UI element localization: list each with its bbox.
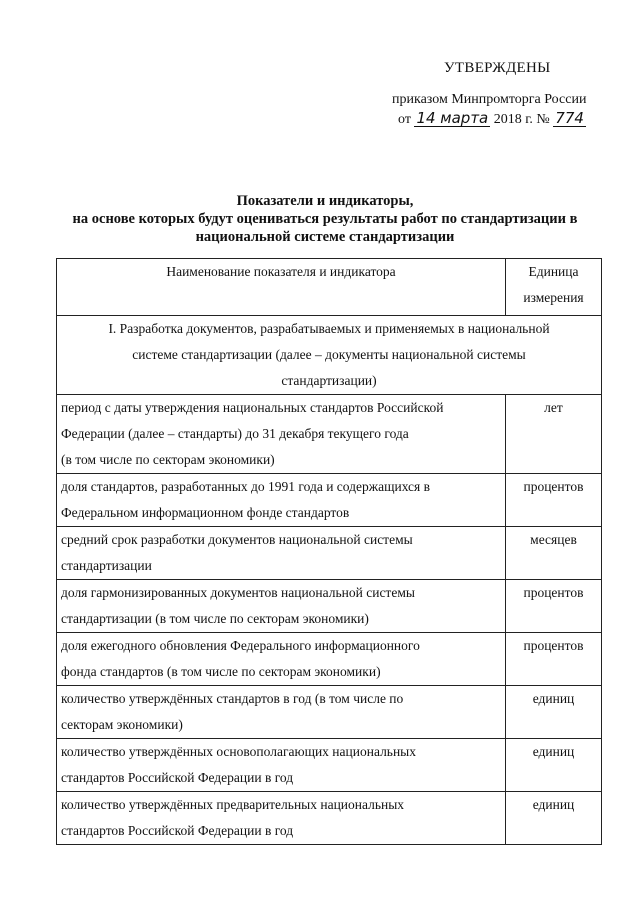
indicator-name-line: количество утверждённых стандартов в год (в том числе по (61, 691, 404, 706)
indicator-name-line: фонда стандартов (в том числе по секторам экономики) (61, 664, 381, 679)
indicator-unit-cell: процентов (506, 580, 602, 633)
indicator-name-cell (57, 474, 506, 527)
table-row (57, 792, 602, 845)
indicator-name-line: стандартизации (61, 558, 152, 573)
indicator-unit-cell: единиц (506, 686, 602, 739)
indicator-name-line: Федеральном информационном фонде стандартов (61, 505, 350, 520)
indicator-unit-cell: единиц (506, 792, 602, 845)
header-unit-label-2: измерения (523, 290, 584, 305)
order-line: приказом Минпромторга России (392, 92, 587, 107)
indicator-name-line: доля ежегодного обновления Федерального информационного (61, 638, 420, 653)
indicator-name-line: стандартов Российской Федерации в год (61, 770, 294, 785)
indicator-name-line: доля стандартов, разработанных до 1991 года и содержащихся в (61, 479, 431, 494)
table-row (57, 686, 602, 739)
table-row (57, 474, 602, 527)
indicator-name-cell (57, 527, 506, 580)
handwritten-order-number: 774 (555, 109, 584, 127)
section-title-line-3: стандартизации) (281, 373, 377, 388)
table-row (57, 527, 602, 580)
header-unit-cell (506, 259, 602, 316)
indicator-name-line: стандартов Российской Федерации в год (61, 823, 294, 838)
indicator-name-line: доля гармонизированных документов национальной системы (61, 585, 415, 600)
indicator-name-cell (57, 739, 506, 792)
table-header-row (57, 259, 602, 316)
indicator-name-line: секторам экономики) (61, 717, 183, 732)
indicator-name-line: количество утверждённых основополагающих национальных (61, 744, 417, 759)
year-number-label: 2018 г. № (493, 112, 550, 127)
header-name-cell (57, 259, 506, 316)
order-date-line (398, 110, 586, 128)
document-title (40, 192, 610, 246)
indicator-name-cell (57, 580, 506, 633)
indicator-name-cell (57, 792, 506, 845)
indicator-name-line: Федерации (далее – стандарты) до 31 декабря текущего года (61, 426, 409, 441)
section-title-cell (57, 316, 602, 395)
indicator-unit-cell: месяцев (506, 527, 602, 580)
indicator-unit-cell: лет (506, 395, 602, 474)
indicator-name-line: стандартизации (в том числе по секторам экономики) (61, 611, 369, 626)
header-unit-label-1: Единица (528, 264, 579, 279)
section-title-line-2: системе стандартизации (далее – документы национальной системы (132, 347, 526, 362)
table-row (57, 580, 602, 633)
table-row (57, 395, 602, 474)
table-row (57, 633, 602, 686)
handwritten-date: 14 марта (416, 109, 489, 127)
section-title-line-1: I. Разработка документов, разрабатываемых и применяемых в национальной (108, 321, 550, 336)
section-header-row (57, 316, 602, 395)
header-name-label: Наименование показателя и индикатора (166, 264, 396, 279)
indicators-table (56, 258, 602, 845)
title-line-3: национальной системе стандартизации (195, 229, 455, 245)
date-prefix: от (398, 112, 411, 127)
indicator-name-line: период с даты утверждения национальных стандартов Российской (61, 400, 444, 415)
approved-heading: УТВЕРЖДЕНЫ (444, 60, 551, 76)
indicator-name-line: количество утверждённых предварительных национальных (61, 797, 405, 812)
indicator-name-line: средний срок разработки документов национальной системы (61, 532, 413, 547)
indicator-unit-cell: процентов (506, 633, 602, 686)
indicator-name-cell (57, 395, 506, 474)
table-row (57, 739, 602, 792)
indicator-name-cell (57, 633, 506, 686)
title-line-2: на основе которых будут оцениваться результаты работ по стандартизации в (72, 211, 578, 227)
title-line-1: Показатели и индикаторы, (236, 193, 414, 209)
indicator-name-line: (в том числе по секторам экономики) (61, 452, 275, 467)
indicator-unit-cell: единиц (506, 739, 602, 792)
indicator-unit-cell: процентов (506, 474, 602, 527)
indicator-name-cell (57, 686, 506, 739)
